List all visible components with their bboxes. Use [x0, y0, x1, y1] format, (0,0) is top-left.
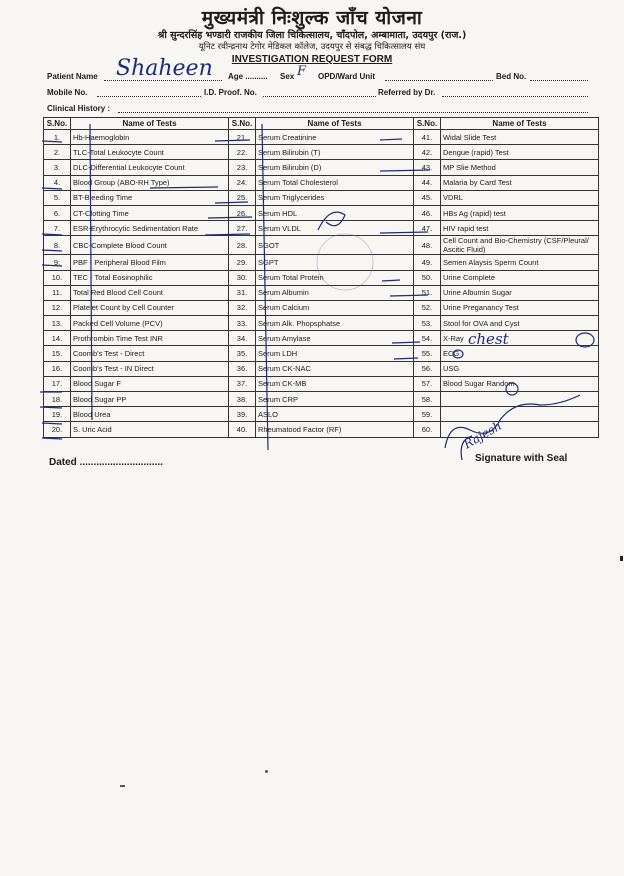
test-name[interactable]: CBC-Complete Blood Count	[70, 236, 228, 255]
test-name[interactable]: Packed Cell Volume (PCV)	[70, 316, 228, 331]
age-label: Age ..........	[228, 72, 268, 81]
test-name[interactable]: Serum Triglycerides	[256, 190, 414, 205]
test-number: 43.	[413, 160, 440, 175]
test-name[interactable]: VDRL	[440, 190, 598, 205]
test-number: 34.	[229, 331, 256, 346]
test-number: 50.	[413, 270, 440, 285]
test-name[interactable]: Blood Urea	[70, 407, 228, 422]
test-name[interactable]: ASLO	[256, 407, 414, 422]
test-name[interactable]: PBF - Peripheral Blood Film	[70, 255, 228, 270]
tick-mark	[42, 423, 62, 424]
scribble-mark	[318, 212, 345, 230]
test-number: 20.	[44, 422, 71, 437]
test-number: 15.	[44, 346, 71, 361]
test-number: 40.	[229, 422, 256, 437]
test-name[interactable]: Serum Alk. Phopsphatse	[256, 316, 414, 331]
vertical-stroke	[262, 124, 268, 450]
test-number: 19.	[44, 407, 71, 422]
test-number: 29.	[229, 255, 256, 270]
tick-marks	[40, 124, 594, 460]
test-name[interactable]: Blood Sugar F	[70, 376, 228, 391]
test-name[interactable]: Semen Alaysis Sperm Count	[440, 255, 598, 270]
test-number: 33.	[229, 316, 256, 331]
test-name[interactable]: Serum Total Cholesterol	[256, 175, 414, 190]
test-number: 54.	[413, 331, 440, 346]
test-number: 46.	[413, 205, 440, 220]
test-name[interactable]: ESR-Erythrocytic Sedimentation Rate	[70, 221, 228, 236]
test-number: 41.	[413, 130, 440, 145]
page-speck	[620, 556, 623, 561]
test-number: 53.	[413, 316, 440, 331]
test-number: 27.	[229, 221, 256, 236]
test-name[interactable]: Serum Calcium	[256, 300, 414, 315]
test-name[interactable]: Platelet Count by Cell Counter	[70, 300, 228, 315]
test-name[interactable]: Dengue (rapid) Test	[440, 145, 598, 160]
dated-label: Dated ..............................	[49, 457, 163, 468]
opd-label: OPD/Ward Unit	[318, 72, 376, 81]
test-number: 28.	[229, 236, 256, 255]
col-header-name: Name of Tests	[440, 118, 598, 130]
clinical-history-label: Clinical History :	[47, 104, 111, 113]
test-name[interactable]: Urine Preganancy Test	[440, 300, 598, 315]
vertical-stroke	[90, 124, 92, 420]
sex-label: Sex	[280, 72, 295, 81]
stamp-marks	[317, 234, 373, 290]
test-name[interactable]: Blood Sugar Random	[440, 376, 598, 391]
test-name[interactable]: USG	[440, 361, 598, 376]
col-header-sno: S.No.	[44, 118, 71, 130]
tick-mark	[380, 232, 428, 233]
circle-mark	[453, 350, 463, 358]
mobile-label: Mobile No.	[47, 88, 88, 97]
test-name[interactable]: Coomb's Test - Direct	[70, 346, 228, 361]
test-number: 8.	[44, 236, 71, 255]
test-name[interactable]: Serum HDL	[256, 205, 414, 220]
test-number: 3.	[44, 160, 71, 175]
tick-mark	[380, 170, 430, 171]
test-name[interactable]: SGOT	[256, 236, 414, 255]
test-name[interactable]: Blood Group (ABO-RH Type)	[70, 175, 228, 190]
test-number: 24.	[229, 175, 256, 190]
test-name[interactable]: Total Red Blood Cell Count	[70, 285, 228, 300]
test-name[interactable]: Serum Total Protein	[256, 270, 414, 285]
test-number: 49.	[413, 255, 440, 270]
col-header-name: Name of Tests	[256, 118, 414, 130]
test-number: 11.	[44, 285, 71, 300]
tick-mark	[42, 265, 62, 266]
test-name[interactable]: Urine Complete	[440, 270, 598, 285]
test-number: 1.	[44, 130, 71, 145]
test-name[interactable]: Serum CK-MB	[256, 376, 414, 391]
test-number: 38.	[229, 392, 256, 407]
test-number: 51.	[413, 285, 440, 300]
test-number: 32.	[229, 300, 256, 315]
test-number: 55.	[413, 346, 440, 361]
test-name[interactable]: Serum Albumin	[256, 285, 414, 300]
circle-mark	[506, 383, 518, 395]
test-name[interactable]: Serum CK-NAC	[256, 361, 414, 376]
test-number: 31.	[229, 285, 256, 300]
patient-name-handwriting: Shaheen	[116, 56, 213, 81]
referred-label: Referred by Dr.	[378, 88, 436, 97]
test-number: 23.	[229, 160, 256, 175]
test-name[interactable]: S. Uric Acid	[70, 422, 228, 437]
tick-mark	[40, 407, 62, 408]
test-number: 10.	[44, 270, 71, 285]
test-number: 13.	[44, 316, 71, 331]
tick-mark	[42, 141, 62, 142]
tick-mark	[205, 234, 250, 235]
test-name[interactable]: Serum Bilirubin (D)	[256, 160, 414, 175]
test-name[interactable]: Hb-Haemoglobin	[70, 130, 228, 145]
tick-mark	[380, 139, 402, 140]
test-name[interactable]: Rheumatood Factor (RF)	[256, 422, 414, 437]
test-number: 2.	[44, 145, 71, 160]
test-number: 26.	[229, 205, 256, 220]
test-name[interactable]: TLC-Total Leukocyte Count	[70, 145, 228, 160]
test-name[interactable]: Serum Creatinine	[256, 130, 414, 145]
col-header-sno: S.No.	[413, 118, 440, 130]
test-number: 21.	[229, 130, 256, 145]
page-speck	[265, 770, 268, 773]
test-number: 58.	[413, 392, 440, 407]
tick-mark	[392, 342, 420, 343]
test-number: 52.	[413, 300, 440, 315]
test-number: 47.	[413, 221, 440, 236]
tick-mark	[42, 188, 62, 189]
tick-mark	[208, 217, 252, 218]
test-number: 35.	[229, 346, 256, 361]
test-name[interactable]: Serum VLDL	[256, 221, 414, 236]
test-number: 45.	[413, 190, 440, 205]
test-number: 30.	[229, 270, 256, 285]
test-name[interactable]: HBs Ag (rapid) test	[440, 205, 598, 220]
tick-mark	[390, 295, 428, 296]
test-name[interactable]: TEC - Total Eosinophilic	[70, 270, 228, 285]
test-name[interactable]: Urine Albumin Sugar	[440, 285, 598, 300]
test-name[interactable]: SGPT	[256, 255, 414, 270]
tick-mark	[42, 438, 62, 439]
test-number: 57.	[413, 376, 440, 391]
test-number: 22.	[229, 145, 256, 160]
signature-label: Signature with Seal	[475, 453, 568, 464]
patient-name-label: Patient Name	[47, 72, 98, 81]
test-name[interactable]: ECG	[440, 346, 598, 361]
test-number: 17.	[44, 376, 71, 391]
signature-handwriting: Rajesh	[461, 418, 504, 452]
test-name[interactable]: Stool for OVA and Cyst	[440, 316, 598, 331]
test-number: 36.	[229, 361, 256, 376]
test-name[interactable]: MP Slie Method	[440, 160, 598, 175]
col-header-sno: S.No.	[229, 118, 256, 130]
test-name[interactable]: Coomb's Test - IN Direct	[70, 361, 228, 376]
tick-mark	[215, 140, 250, 141]
test-name[interactable]: CT-Clotting Time	[70, 205, 228, 220]
circle-mark	[576, 333, 594, 347]
test-number: 56.	[413, 361, 440, 376]
tick-mark	[42, 250, 62, 251]
col-header-name: Name of Tests	[70, 118, 228, 130]
test-number: 59.	[413, 407, 440, 422]
tick-mark	[150, 187, 218, 188]
test-number: 18.	[44, 392, 71, 407]
test-number: 4.	[44, 175, 71, 190]
test-number: 14.	[44, 331, 71, 346]
test-number: 44.	[413, 175, 440, 190]
test-number: 5.	[44, 190, 71, 205]
test-number: 60.	[413, 422, 440, 437]
test-name[interactable]: Cell Count and Bio-Chemistry (CSF/Pleural/ Ascitic Fluid)	[440, 236, 598, 255]
test-number: 42.	[413, 145, 440, 160]
hospital-name: श्री सुन्दरसिंह भण्डारी राजकीय जिला चिकित्सालय, चाँदपोल, अम्बामाता, उदयपुर (राज.)	[157, 30, 467, 41]
test-number: 16.	[44, 361, 71, 376]
test-name[interactable]: Widal Slide Test	[440, 130, 598, 145]
form-title: INVESTIGATION REQUEST FORM	[231, 54, 393, 65]
sex-handwriting: F	[297, 64, 307, 79]
scheme-title: मुख्यमंत्री निःशुल्क जाँच योजना	[201, 7, 423, 29]
test-name[interactable]: X-Ray	[440, 331, 598, 346]
test-number: 7.	[44, 221, 71, 236]
id-proof-label: I.D. Proof. No.	[204, 88, 257, 97]
test-name[interactable]: Blood Sugar PP	[70, 392, 228, 407]
tick-mark	[394, 358, 418, 359]
test-number: 25.	[229, 190, 256, 205]
page-speck	[120, 785, 125, 787]
test-name[interactable]: DLC-Differential Leukocyte Count	[70, 160, 228, 175]
test-number: 39.	[229, 407, 256, 422]
test-number: 12.	[44, 300, 71, 315]
test-name[interactable]: BT-Bleeding Time	[70, 190, 228, 205]
test-number: 9.	[44, 255, 71, 270]
tick-mark	[215, 202, 248, 203]
test-number: 6.	[44, 205, 71, 220]
test-name[interactable]: Serum Bilirubin (T)	[256, 145, 414, 160]
unit-line: यूनिट रवीन्द्रनाथ टेगोर मेडिकल कॉलेज, उदयपुर से संबद्ध चिकित्सालय संघ	[198, 42, 426, 52]
test-number: 37.	[229, 376, 256, 391]
xray-handwritten-note: chest	[468, 330, 509, 348]
test-name[interactable]: Serum CRP	[256, 392, 414, 407]
tick-mark	[42, 234, 62, 235]
tick-mark	[382, 280, 400, 281]
test-name[interactable]: Malaria by Card Test	[440, 175, 598, 190]
test-name[interactable]: Serum Amylase	[256, 331, 414, 346]
test-name[interactable]: Prothrombin Time Test INR	[70, 331, 228, 346]
test-number: 48.	[413, 236, 440, 255]
bed-label: Bed No.	[496, 72, 527, 81]
seal-stamp	[317, 234, 373, 290]
test-name[interactable]: HIV rapid test	[440, 221, 598, 236]
test-name[interactable]: Serum LDH	[256, 346, 414, 361]
